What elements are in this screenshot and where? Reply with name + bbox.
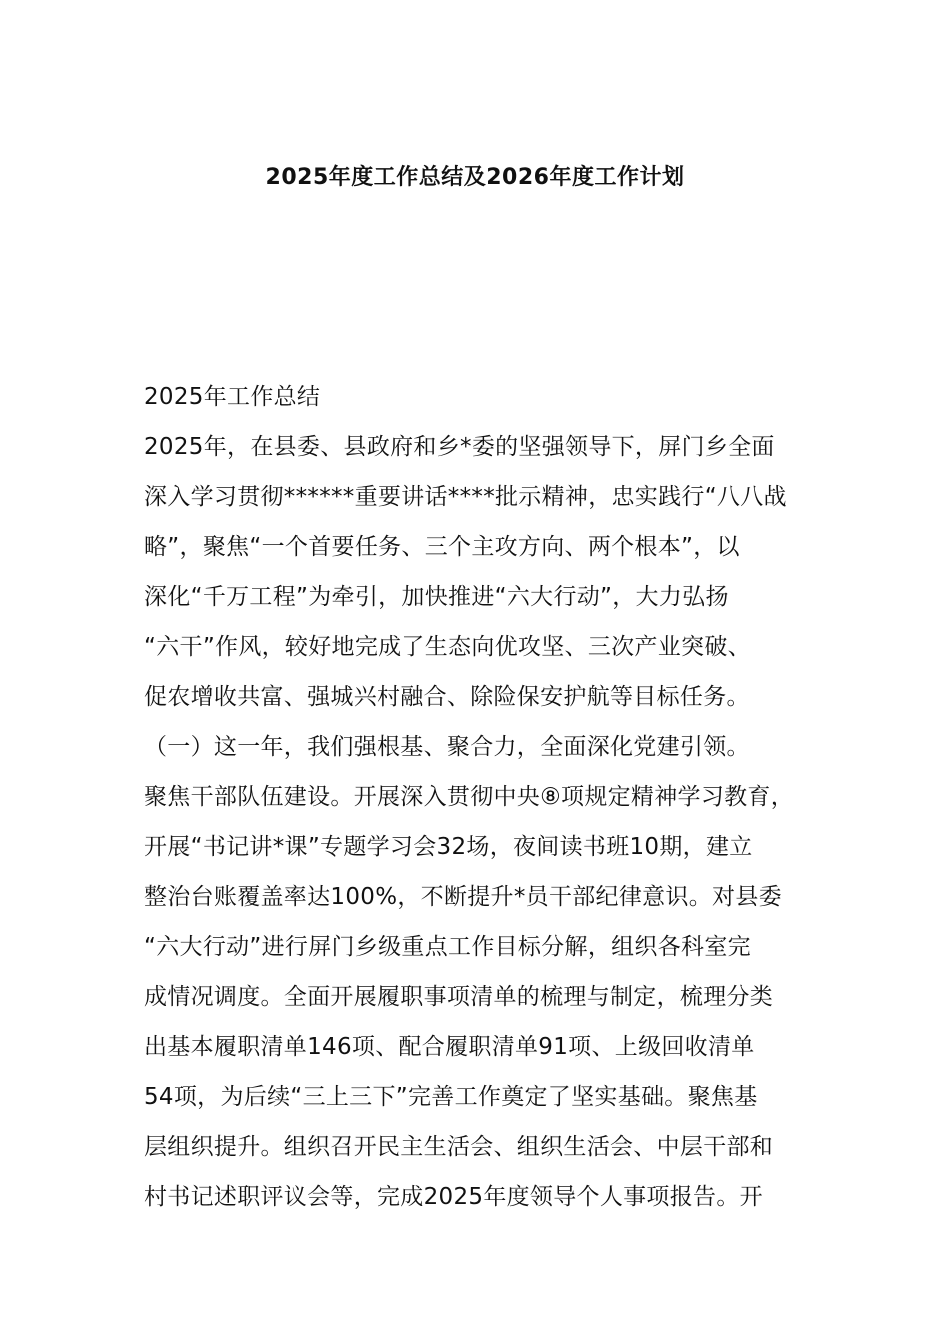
paragraph-line: 出基本履职清单146项、配合履职清单91项、上级回收清单 <box>144 1034 755 1060</box>
paragraph-line: 促农增收共富、强城兴村融合、除险保安护航等目标任务。 <box>144 684 750 710</box>
paragraph-line: 村书记述职评议会等，完成2025年度领导个人事项报告。开 <box>144 1184 763 1210</box>
paragraph-line: “六干”作风，较好地完成了生态向优攻坚、三次产业突破、 <box>144 634 751 660</box>
section-heading: 2025年工作总结 <box>144 384 321 410</box>
paragraph-line: 2025年，在县委、县政府和乡*委的坚强领导下，屏门乡全面 <box>144 434 775 460</box>
subsection-heading: （一）这一年，我们强根基、聚合力，全面深化党建引领。 <box>144 734 750 760</box>
paragraph-line: 整治台账覆盖率达100%，不断提升*员干部纪律意识。对县委 <box>144 884 782 910</box>
paragraph-line: 略”，聚焦“一个首要任务、三个主攻方向、两个根本”，以 <box>144 534 740 560</box>
paragraph-line: 深入学习贯彻******重要讲话****批示精神，忠实践行“八八战 <box>144 484 787 510</box>
paragraph-line: “六大行动”进行屏门乡级重点工作目标分解，组织各科室完 <box>144 934 751 960</box>
paragraph-line: 成情况调度。全面开展履职事项清单的梳理与制定，梳理分类 <box>144 984 774 1010</box>
paragraph-line: 聚焦干部队伍建设。开展深入贯彻中央⑧项规定精神学习教育， <box>144 784 795 810</box>
paragraph-line: 深化“千万工程”为牵引，加快推进“六大行动”，大力弘扬 <box>144 584 729 610</box>
paragraph-line: 层组织提升。组织召开民主生活会、组织生活会、中层干部和 <box>144 1134 774 1160</box>
paragraph-line: 开展“书记讲*课”专题学习会32场，夜间读书班10期，建立 <box>144 834 753 860</box>
document-title: 2025年度工作总结及2026年度工作计划 <box>265 165 685 190</box>
paragraph-line: 54项，为后续“三上三下”完善工作奠定了坚实基础。聚焦基 <box>144 1084 758 1110</box>
